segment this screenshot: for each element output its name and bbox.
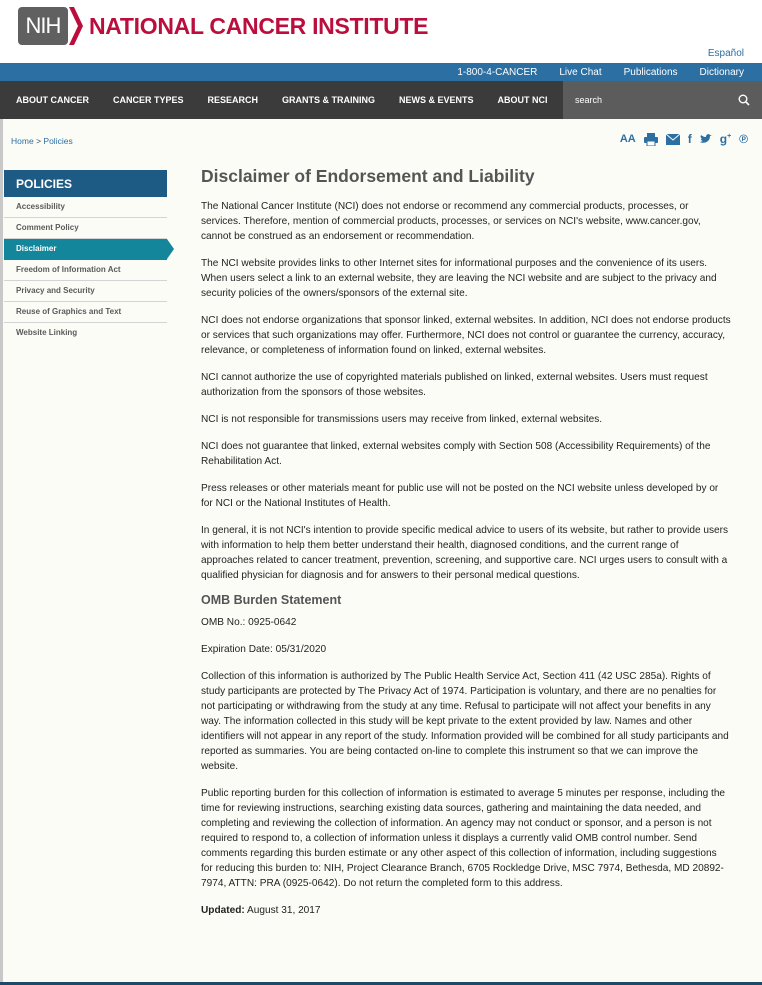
nav-cancer-types[interactable]: CANCER TYPES	[113, 95, 184, 105]
phone-link[interactable]: 1-800-4-CANCER	[457, 66, 538, 78]
sidebar-item-comment-policy[interactable]: Comment Policy	[4, 218, 167, 239]
updated-label: Updated:	[201, 905, 245, 916]
twitter-icon[interactable]	[700, 134, 712, 144]
nci-logo[interactable]	[18, 7, 428, 45]
omb-heading: OMB Burden Statement	[201, 593, 342, 607]
nav-news-events[interactable]: NEWS & EVENTS	[399, 95, 474, 105]
content-area	[0, 119, 762, 982]
nih-badge: NIH	[18, 7, 68, 45]
chevron-logo-icon	[69, 7, 83, 45]
nav-about-nci[interactable]: ABOUT NCI	[497, 95, 548, 105]
logo-text: NATIONAL CANCER INSTITUTE	[89, 12, 429, 39]
paragraph: Public reporting burden for this collection of information is estimated to average 5 minutes per response, including the time for reviewing instructions, searching existing data sources, gathering and maintaining the data needed, and completing and reviewing the collection of information. An agency may not conduct or sponsor, and a person is not required to respond to, a collection of information unless it displays a currently valid OMB control number. Send comments regarding this burden estimate or any other aspect of this collection of information, including suggestions for reducing this burden to: NIH, Project Clearance Branch, 6705 Rockledge Drive, MSC 7974, Bethesda, MD 20892-7974, ATTN: PRA (0925-0642). Do not return the completed form to this address.	[201, 788, 726, 889]
updated-date: August 31, 2017	[247, 905, 321, 916]
paragraph: Collection of this information is authorized by The Public Health Service Act, Section 411 (42 USC 285a). Rights of study participants are protected by The Privacy Act of 1974. Participation is voluntary, and there are no penalties for not participating or withdrawing from the study at any time. Refusal to participate will not affect your benefits in any way. The information collected in this study will be kept private to the extent provided by law. Names and other identifiers will not appear in any report of the study. Information provided will be combined for all study participants and reported as summaries. You are being contacted on-line to complete this instrument so that we can improve the website.	[201, 671, 729, 772]
omb-number: OMB No.: 0925-0642	[201, 617, 297, 628]
paragraph: Press releases or other materials meant for public use will not be posted on the NCI website unless developed by or for NCI or the National Institutes of Health.	[201, 483, 719, 509]
paragraph: In general, it is not NCI's intention to provide specific medical advice to users of its website, but rather to provide users with information to help them better understand their health, diagnosed conditions, and the current range of approaches related to cancer treatment, prevention, screening, and supportive care. NCI urges users to consult with a qualified physician for diagnosis and for answers to their personal medical questions.	[201, 525, 729, 581]
nav-about-cancer[interactable]: ABOUT CANCER	[16, 95, 89, 105]
sidebar-item-disclaimer[interactable]: Disclaimer	[4, 239, 167, 260]
live-chat-link[interactable]: Live Chat	[559, 66, 602, 78]
print-icon[interactable]	[644, 133, 658, 146]
breadcrumb-home[interactable]: Home	[11, 136, 34, 146]
search-input[interactable]	[575, 95, 715, 105]
expiration-date: Expiration Date: 05/31/2020	[201, 644, 327, 655]
font-resize-icon[interactable]: AA	[619, 133, 636, 145]
sidebar-item-website-linking[interactable]: Website Linking	[16, 328, 78, 337]
paragraph: The National Cancer Institute (NCI) does not endorse or recommend any commercial products, processes, or services. Therefore, mention of commercial products, processes, or services on NCI's website, www.cancer.gov, cannot be construed as an endorsement or recommendation.	[201, 201, 701, 242]
paragraph: The NCI website provides links to other Internet sites for informational purposes and the convenience of its users. When users select a link to an external website, they are leaving the NCI website and are subject to the privacy and security policies of the owners/sponsors of the external site.	[201, 258, 717, 299]
search-box	[563, 81, 762, 119]
paragraph: NCI does not endorse organizations that sponsor linked, external websites. In addition, NCI does not endorse products or services that such organizations may offer. Furthermore, NCI does not control or guarantee the currency, accuracy, relevance, or completeness of information found on linked, external websites.	[201, 315, 731, 356]
search-icon[interactable]	[738, 94, 750, 106]
paragraph: NCI is not responsible for transmissions users may receive from linked, external websites.	[201, 414, 603, 425]
nav-research[interactable]: RESEARCH	[207, 95, 259, 105]
espanol-link[interactable]: Español	[707, 48, 744, 59]
dictionary-link[interactable]: Dictionary	[699, 66, 744, 78]
main-article	[201, 166, 731, 930]
breadcrumb	[11, 136, 73, 146]
sidebar-item-foia[interactable]: Freedom of Information Act	[4, 260, 167, 281]
sidebar-item-reuse-graphics[interactable]: Reuse of Graphics and Text	[4, 302, 167, 323]
email-icon[interactable]	[666, 134, 680, 145]
utility-bar	[0, 63, 762, 81]
main-nav	[0, 81, 762, 119]
nav-grants-training[interactable]: GRANTS & TRAINING	[282, 95, 376, 105]
sidebar-title: POLICIES	[4, 170, 167, 197]
updated-line	[201, 903, 731, 918]
publications-link[interactable]: Publications	[623, 66, 678, 78]
breadcrumb-separator: >	[36, 136, 42, 146]
google-plus-icon[interactable]: g+	[719, 132, 732, 146]
paragraph: NCI cannot authorize the use of copyrighted materials published on linked, external websites. Users must request authorization from the sponsors of those websites.	[201, 372, 708, 398]
breadcrumb-policies[interactable]: Policies	[43, 136, 73, 146]
page-title: Disclaimer of Endorsement and Liability	[201, 166, 535, 186]
facebook-icon[interactable]: f	[687, 132, 692, 146]
pinterest-icon[interactable]: ℗	[739, 132, 748, 146]
sidebar-item-privacy-security[interactable]: Privacy and Security	[4, 281, 167, 302]
sidebar-item-accessibility[interactable]: Accessibility	[4, 197, 167, 218]
paragraph: NCI does not guarantee that linked, external websites comply with Section 508 (Accessibility Requirements) of the Rehabilitation Act.	[201, 441, 711, 467]
share-toolbar	[620, 132, 748, 146]
policies-sidebar	[4, 170, 167, 344]
